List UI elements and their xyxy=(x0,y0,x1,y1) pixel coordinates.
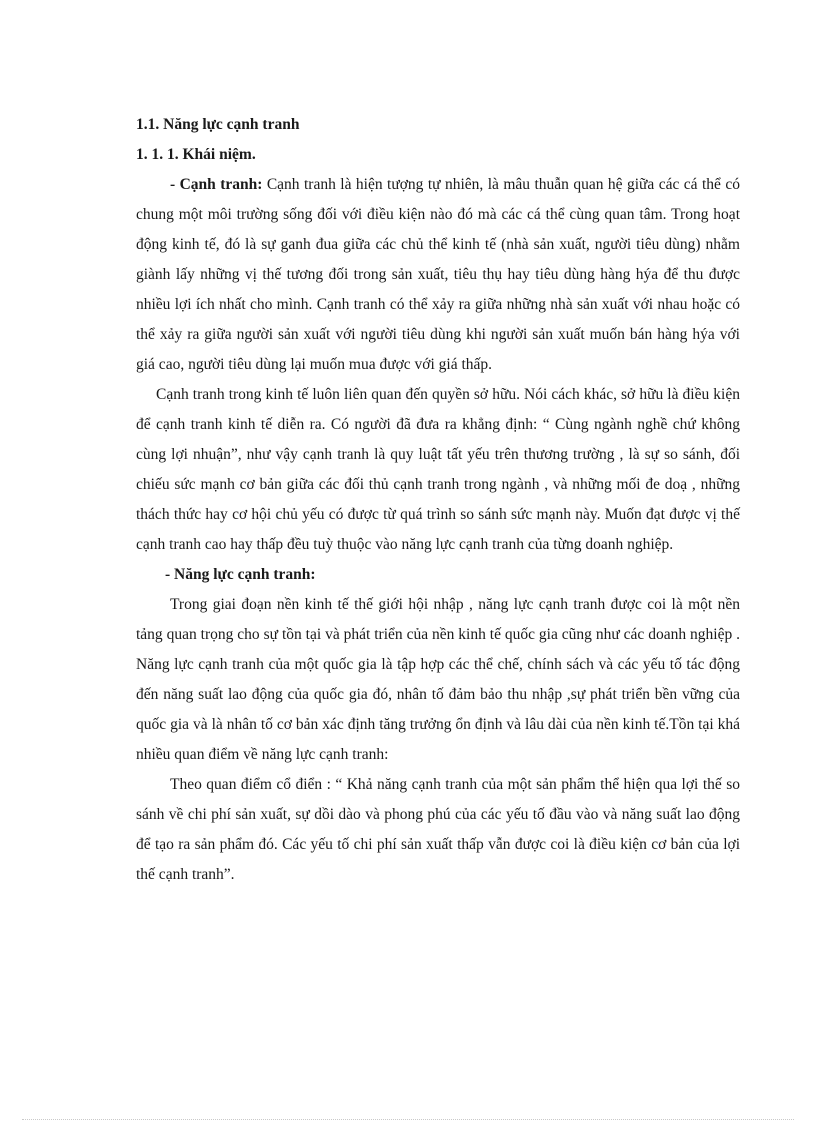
page-bottom-divider xyxy=(22,1119,794,1120)
paragraph-nang-luc: Trong giai đoạn nền kinh tế thế giới hội nhập , năng lực cạnh tranh được coi là một nền tảng quan trọng cho sự tồn tại và phát triển của nền kinh tế quốc gia cũng như các doanh nghiệp . Năng lực cạnh tranh của một quốc gia là tập hợp các thể chế, chính sách và các yếu tố tác động đến năng suất lao động của quốc gia đó, nhân tố đảm bảo thu nhập ,sự phát triển bền vững của quốc gia và là nhân tố cơ bản xác định tăng trưởng ổn định và lâu dài của nền kinh tế.Tồn tại khá nhiều quan điểm về năng lực cạnh tranh: xyxy=(136,596,740,763)
paragraph-co-dien: Theo quan điểm cổ điển : “ Khả năng cạnh tranh của một sản phẩm thể hiện qua lợi thế so sánh về chi phí sản xuất, sự dồi dào và phong phú của các yếu tố đầu vào và năng suất lao động để tạo ra sản phẩm đó. Các yếu tố chi phí sản xuất thấp vẫn được coi là điều kiện cơ bản của lợi thế cạnh tranh”. xyxy=(136,776,740,883)
paragraph-canh-tranh xyxy=(136,170,740,380)
term-label: - Cạnh tranh: xyxy=(170,176,263,193)
document-body xyxy=(136,110,740,890)
paragraph-text: Cạnh tranh là hiện tượng tự nhiên, là mâu thuẫn quan hệ giữa các cá thể có chung một môi trường sống đối với điều kiện nào đó mà các cá thể cùng quan tâm. Trong hoạt động kinh tế, đó là sự ganh đua giữa các chủ thể kinh tế (nhà sản xuất, người tiêu dùng) nhằm giành lấy những vị thế tương đối trong sản xuất, tiêu thụ hay tiêu dùng hàng hýa để thu được nhiều lợi ích nhất cho mình. Cạnh tranh có thể xảy ra giữa những nhà sản xuất với nhau hoặc có thể xảy ra giữa người sản xuất với người tiêu dùng khi người sản xuất muốn bán hàng hýa với giá cao, người tiêu dùng lại muốn mua được với giá thấp. xyxy=(136,176,740,373)
section-heading: 1.1. Năng lực cạnh tranh xyxy=(136,116,300,133)
subsection-heading: 1. 1. 1. Khái niệm. xyxy=(136,146,256,163)
subheading-nang-luc: - Năng lực cạnh tranh: xyxy=(165,566,316,583)
paragraph-so-huu: Cạnh tranh trong kinh tế luôn liên quan đến quyền sở hữu. Nói cách khác, sở hữu là điều kiện để cạnh tranh kinh tế diễn ra. Có người đã đưa ra khẳng định: “ Cùng ngành nghề chứ không cùng lợi nhuận”, như vậy cạnh tranh là quy luật tất yếu trên thương trường , là sự so sánh, đối chiếu sức mạnh cơ bản giữa các đối thủ cạnh tranh trong ngành , và những mối đe doạ , những thách thức hay cơ hội chủ yếu có được từ quá trình so sánh sức mạnh này. Muốn đạt được vị thế cạnh tranh cao hay thấp đều tuỳ thuộc vào năng lực cạnh tranh của từng doanh nghiệp. xyxy=(136,386,740,553)
